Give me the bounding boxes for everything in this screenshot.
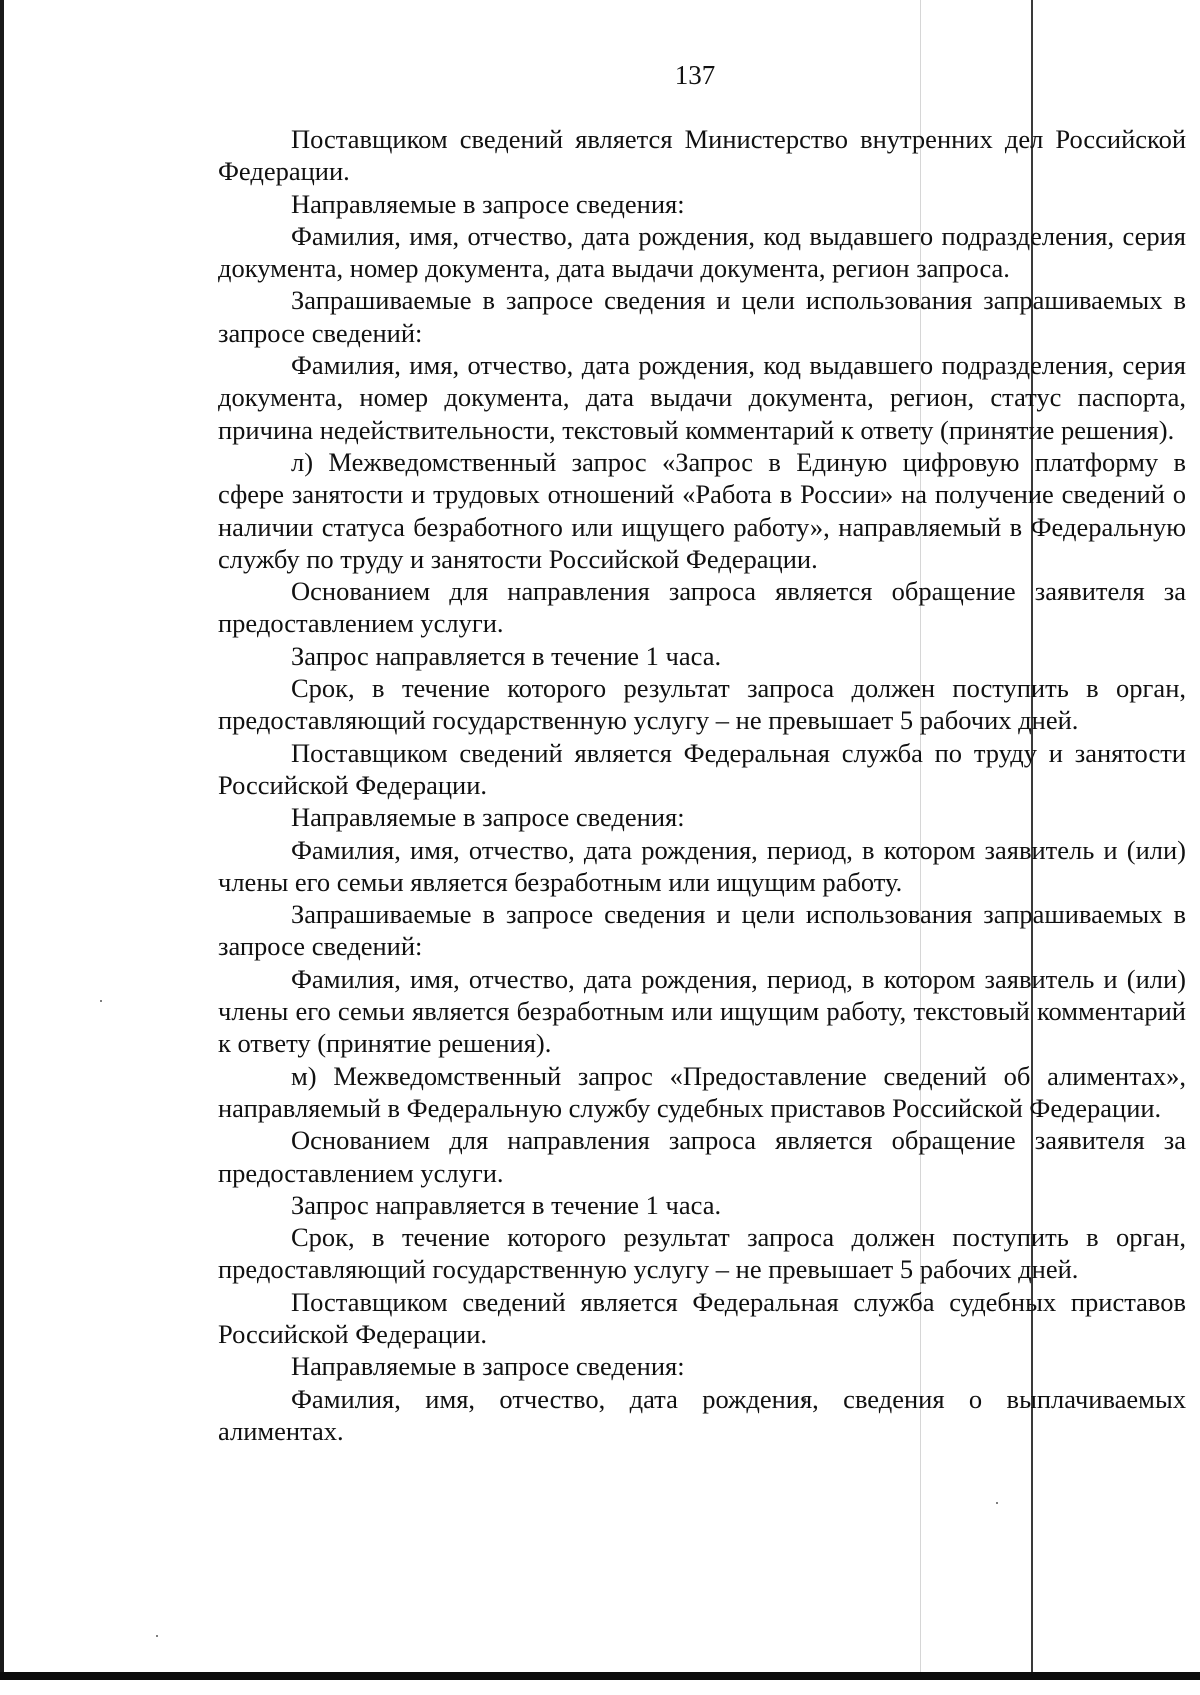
- paragraph: Фамилия, имя, отчество, дата рождения, сведения о выплачиваемых алиментах.: [218, 1383, 1186, 1446]
- paragraph: Запрос направляется в течение 1 часа.: [291, 1189, 722, 1220]
- paragraph: Поставщиком сведений является Федеральная служба по труду и занятости Российской Федерации.: [218, 737, 1186, 800]
- paragraph: Фамилия, имя, отчество, дата рождения, код выдавшего подразделения, серия документа, номер документа, дата выдачи документа, регион, статус паспорта, причина недействительности, текстовый комментарий к ответу (принятие решения).: [218, 350, 1186, 445]
- scan-bottom-edge: [0, 1672, 1200, 1680]
- scan-speck: [156, 1635, 158, 1637]
- paragraph: Фамилия, имя, отчество, дата рождения, код выдавшего подразделения, серия документа, номер документа, дата выдачи документа, регион запроса.: [218, 220, 1186, 284]
- scan-speck: [100, 1000, 102, 1002]
- paragraph: Направляемые в запросе сведения:: [291, 802, 685, 833]
- paragraph: Поставщиком сведений является Федеральная служба судебных приставов Российской Федерации.: [218, 1286, 1186, 1349]
- paragraph: Фамилия, имя, отчество, дата рождения, период, в котором заявитель и (или) члены его семьи является безработным или ищущим работу, текстовый комментарий к ответу (принятие решения).: [218, 963, 1186, 1059]
- paragraph: Запрашиваемые в запросе сведения и цели использования запрашиваемых в запросе сведений:: [218, 899, 1186, 962]
- paragraph: Запрос направляется в течение 1 часа.: [291, 640, 722, 671]
- paragraph: Срок, в течение которого результат запроса должен поступить в орган, предоставляющий государственную услугу – не превышает 5 рабочих дней.: [218, 673, 1186, 736]
- paragraph: Запрашиваемые в запросе сведения и цели использования запрашиваемых в запросе сведений:: [218, 285, 1186, 348]
- paragraph: Основанием для направления запроса является обращение заявителя за предоставлением услуги.: [218, 576, 1186, 639]
- scan-speck: [996, 1502, 998, 1504]
- page-number: 137: [674, 60, 716, 90]
- paragraph: Срок, в течение которого результат запроса должен поступить в орган, предоставляющий государственную услугу – не превышает 5 рабочих дней.: [218, 1222, 1186, 1285]
- scan-left-edge: [0, 0, 4, 1680]
- paragraph: Направляемые в запросе сведения:: [291, 188, 685, 219]
- paragraph: м) Межведомственный запрос «Предоставление сведений об алиментах», направляемый в Федеральную службу судебных приставов Российской Федерации.: [218, 1060, 1186, 1123]
- paragraph: Направляемые в запросе сведения:: [291, 1351, 685, 1382]
- paragraph: л) Межведомственный запрос «Запрос в Единую цифровую платформу в сфере занятости и трудовых отношений «Работа в России» на получение сведений о наличии статуса безработного или ищущего работу», направляемый в Федеральную службу по труду и занятости Российской Федерации.: [218, 446, 1186, 574]
- paragraph: Поставщиком сведений является Министерство внутренних дел Российской Федерации.: [218, 124, 1186, 187]
- paragraph: Фамилия, имя, отчество, дата рождения, период, в котором заявитель и (или) члены его семьи является безработным или ищущим работу.: [218, 834, 1186, 897]
- document-body: [218, 123, 1186, 1447]
- paragraph: Основанием для направления запроса является обращение заявителя за предоставлением услуги.: [218, 1125, 1186, 1188]
